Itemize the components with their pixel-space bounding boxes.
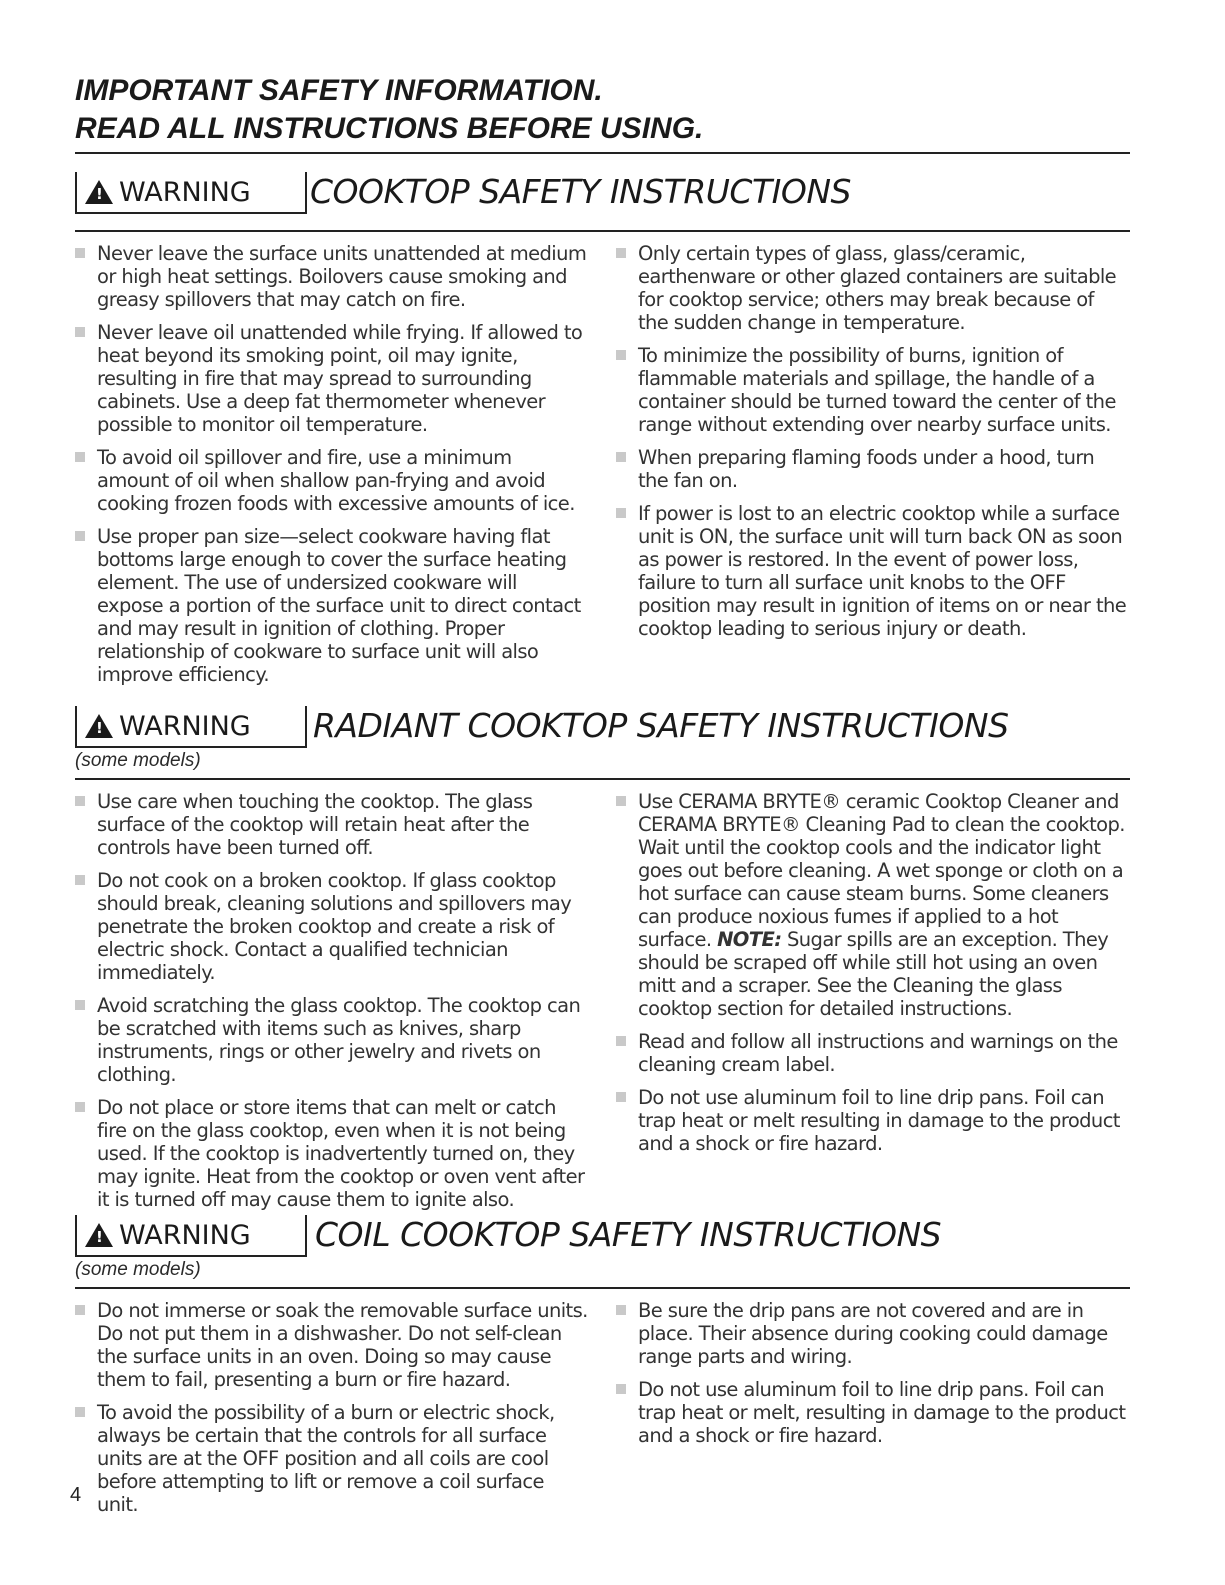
list-item: Never leave oil unattended while frying. If allowed to heat beyond its smoking point, oil may ignite, resulting in fire that may spread to surrounding cabinets. Use a deep fat thermometer whenever possible to monitor oil temperature.: [75, 321, 588, 436]
list-item: If power is lost to an electric cooktop while a surface unit is ON, the surface unit will turn back ON as soon as power is restored. In the event of power loss, failure to turn all surface unit knobs to the OFF position may result in ignition of items on or near the cooktop leading to serious injury or death.: [616, 502, 1129, 640]
section-rule: [75, 230, 1130, 232]
warning-triangle-icon: !: [85, 180, 113, 204]
bullet-square-icon: [75, 796, 85, 806]
right-column: [616, 790, 1129, 1221]
left-column: [75, 790, 588, 1221]
list-item: Be sure the drip pans are not covered and are in place. Their absence during cooking could damage range parts and wiring.: [616, 1299, 1129, 1368]
list-item: Do not place or store items that can melt or catch fire on the glass cooktop, even when it is not being used. If the cooktop is inadvertently turned on, they may ignite. Heat from the cooktop or oven vent after it is turned off may cause them to ignite also.: [75, 1096, 588, 1211]
bullet-square-icon: [75, 875, 85, 885]
cooktop-safety-section: [75, 172, 1130, 696]
list-item: Do not use aluminum foil to line drip pans. Foil can trap heat or melt, resulting in damage to the product and a shock or fire hazard.: [616, 1378, 1129, 1447]
bullet-square-icon: [616, 1384, 626, 1394]
bullet-square-icon: [616, 796, 626, 806]
warning-badge: [75, 706, 307, 748]
list-item: When preparing flaming foods under a hood, turn the fan on.: [616, 446, 1129, 492]
warning-label: WARNING: [119, 176, 251, 208]
bullet-square-icon: [75, 531, 85, 541]
section-rule: [75, 778, 1130, 780]
bullet-square-icon: [616, 1036, 626, 1046]
bullet-square-icon: [616, 350, 626, 360]
section-title: RADIANT COOKTOP SAFETY INSTRUCTIONS: [313, 706, 1009, 745]
list-item: Do not cook on a broken cooktop. If glass cooktop should break, cleaning solutions and spillovers may penetrate the broken cooktop and create a risk of electric shock. Contact a qualified technician immediately.: [75, 869, 588, 984]
list-item: Only certain types of glass, glass/ceramic, earthenware or other glazed containers are suitable for cooktop service; others may break because of the sudden change in temperature.: [616, 242, 1129, 334]
section-heading: [75, 172, 1130, 224]
list-item: To avoid oil spillover and fire, use a minimum amount of oil when shallow pan-frying and avoid cooking frozen foods with excessive amounts of ice.: [75, 446, 588, 515]
section-title: COOKTOP SAFETY INSTRUCTIONS: [310, 172, 851, 211]
section-heading: [75, 706, 1130, 758]
bullet-square-icon: [616, 508, 626, 518]
bullet-square-icon: [75, 327, 85, 337]
warning-badge: [75, 172, 307, 214]
right-column: [616, 1299, 1129, 1526]
bullet-square-icon: [75, 1000, 85, 1010]
left-column: [75, 1299, 588, 1526]
list-item: Avoid scratching the glass cooktop. The cooktop can be scratched with items such as knives, sharp instruments, rings or other jewelry and rivets on clothing.: [75, 994, 588, 1086]
page-header: [75, 72, 1130, 154]
models-note: (some models): [75, 1259, 201, 1280]
models-note: (some models): [75, 750, 201, 771]
bullet-square-icon: [75, 1102, 85, 1112]
warning-badge: [75, 1215, 307, 1257]
bullet-square-icon: [616, 1305, 626, 1315]
bullet-square-icon: [75, 1305, 85, 1315]
warning-triangle-icon: !: [85, 1223, 113, 1247]
bullet-square-icon: [75, 452, 85, 462]
list-item: To minimize the possibility of burns, ignition of flammable materials and spillage, the handle of a container should be turned toward the center of the range without extending over nearby surface units.: [616, 344, 1129, 436]
section-heading: [75, 1215, 1130, 1267]
section-title: COIL COOKTOP SAFETY INSTRUCTIONS: [315, 1215, 942, 1254]
list-item: Read and follow all instructions and warnings on the cleaning cream label.: [616, 1030, 1129, 1076]
right-column: [616, 242, 1129, 696]
list-item: To avoid the possibility of a burn or electric shock, always be certain that the controls for all surface units are at the OFF position and all coils are cool before attempting to lift or remove a coil surface unit.: [75, 1401, 588, 1516]
bullet-square-icon: [75, 248, 85, 258]
list-item: Never leave the surface units unattended at medium or high heat settings. Boilovers cause smoking and greasy spillovers that may catch on fire.: [75, 242, 588, 311]
coil-safety-section: [75, 1215, 1130, 1526]
warning-label: WARNING: [119, 1219, 251, 1251]
list-item: Use care when touching the cooktop. The glass surface of the cooktop will retain heat after the controls have been turned off.: [75, 790, 588, 859]
bullet-square-icon: [616, 1092, 626, 1102]
left-column: [75, 242, 588, 696]
warning-triangle-icon: !: [85, 714, 113, 738]
list-item: Use CERAMA BRYTE® ceramic Cooktop Cleaner and CERAMA BRYTE® Cleaning Pad to clean the cooktop. Wait until the cooktop cools and the indicator light goes out before cleaning. A wet sponge or cloth on a hot surface can cause steam burns. Some cleaners can produce noxious fumes if applied to a hot surface. NOTE: Sugar spills are an exception. They should be scraped off while still hot using an oven mitt and a scraper. See the Cleaning the glass cooktop section for detailed instructions.: [616, 790, 1129, 1020]
list-item: Do not immerse or soak the removable surface units. Do not put them in a dishwasher. Do not self-clean the surface units in an oven. Doing so may cause them to fail, presenting a burn or fire hazard.: [75, 1299, 588, 1391]
section-rule: [75, 1287, 1130, 1289]
header-line-2: READ ALL INSTRUCTIONS BEFORE USING.: [75, 112, 704, 145]
bullet-square-icon: [616, 452, 626, 462]
bullet-square-icon: [75, 1407, 85, 1417]
bullet-square-icon: [616, 248, 626, 258]
radiant-safety-section: [75, 706, 1130, 1221]
note-label: NOTE:: [717, 928, 782, 951]
list-item: Do not use aluminum foil to line drip pans. Foil can trap heat or melt resulting in damage to the product and a shock or fire hazard.: [616, 1086, 1129, 1155]
header-rule: [75, 152, 1130, 154]
header-line-1: IMPORTANT SAFETY INFORMATION.: [75, 74, 603, 107]
list-item: Use proper pan size—select cookware having flat bottoms large enough to cover the surface heating element. The use of undersized cookware will expose a portion of the surface unit to direct contact and may result in ignition of clothing. Proper relationship of cookware to surface unit will also improve efficiency.: [75, 525, 588, 686]
warning-label: WARNING: [119, 710, 251, 742]
page-number: 4: [70, 1484, 82, 1506]
